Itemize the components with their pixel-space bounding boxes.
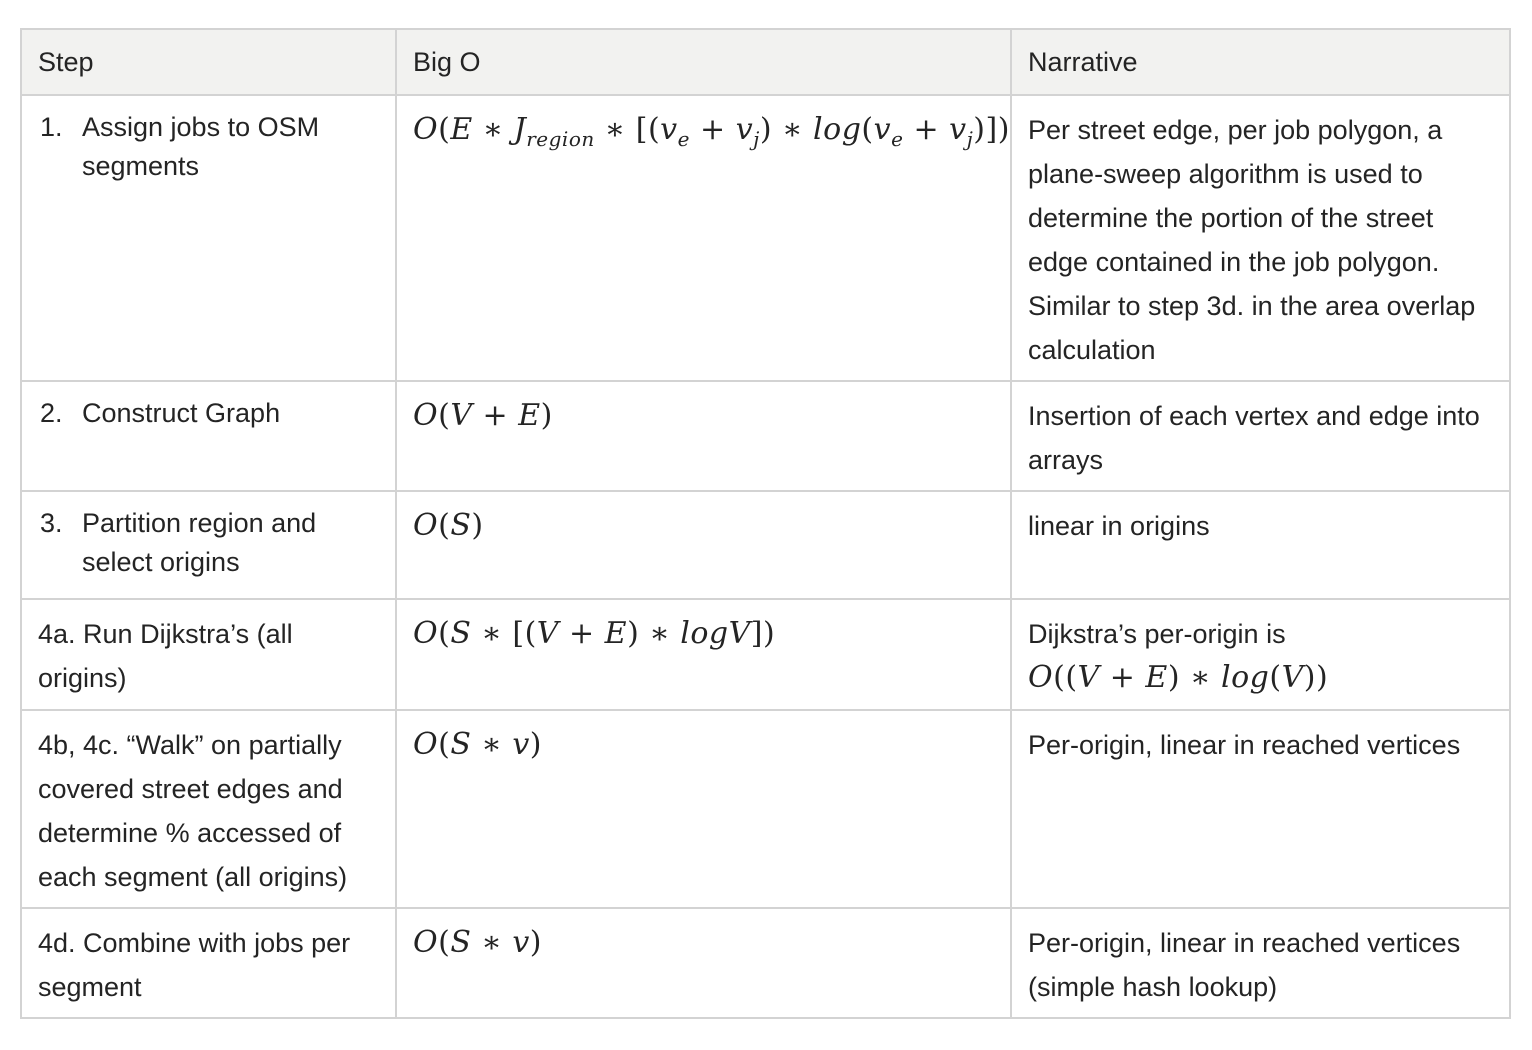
table-row	[21, 908, 1510, 1018]
step-text: Assign jobs to OSM segments	[82, 112, 320, 181]
narrative-cell	[1011, 599, 1510, 710]
big-o-cell	[396, 491, 1011, 599]
step-cell	[21, 491, 396, 599]
big-o-cell	[396, 95, 1011, 381]
table-row	[21, 95, 1510, 381]
step-cell: 4d. Combine with jobs per segment	[21, 908, 396, 1018]
big-o-formula: O(S)	[413, 508, 484, 543]
complexity-table	[20, 28, 1511, 1019]
column-header-big-o: Big O	[396, 29, 1011, 95]
big-o-cell	[396, 599, 1011, 710]
step-cell: 4a. Run Dijkstra’s (all origins)	[21, 599, 396, 710]
narrative-text: Dijkstra’s per-origin is	[1028, 619, 1286, 649]
table-header-row	[21, 29, 1510, 95]
step-cell	[21, 95, 396, 381]
big-o-formula: O(S ∗ [(V + E) ∗ logV])	[413, 616, 776, 651]
step-number: 3.	[40, 508, 63, 538]
step-text: Partition region and select origins	[82, 508, 317, 577]
big-o-formula: O(S ∗ v)	[413, 727, 543, 762]
big-o-cell	[396, 908, 1011, 1018]
narrative-cell: Insertion of each vertex and edge into arrays	[1011, 381, 1510, 491]
narrative-formula: O((V + E) ∗ log(V))	[1028, 660, 1329, 695]
table-row	[21, 491, 1510, 599]
step-text: Construct Graph	[82, 398, 281, 428]
column-header-narrative: Narrative	[1011, 29, 1510, 95]
table-row	[21, 599, 1510, 710]
big-o-formula: O(V + E)	[413, 398, 553, 433]
step-number: 2.	[40, 398, 63, 428]
narrative-cell: linear in origins	[1011, 491, 1510, 599]
narrative-cell: Per-origin, linear in reached vertices	[1011, 710, 1510, 908]
table-row	[21, 381, 1510, 491]
column-header-step: Step	[21, 29, 396, 95]
step-cell	[21, 381, 396, 491]
table-row	[21, 710, 1510, 908]
complexity-table-container	[20, 28, 1511, 1019]
big-o-formula: O(E ∗ $J_{region}$ ∗ [$(v_e + v_j)$ ∗ $\log(v_e + v_j)$])	[413, 112, 1010, 151]
big-o-formula: O(S ∗ v)	[413, 925, 543, 960]
step-cell: 4b, 4c. “Walk” on partially covered street edges and determine % accessed of each segment (all origins)	[21, 710, 396, 908]
big-o-cell	[396, 381, 1011, 491]
narrative-cell: Per-origin, linear in reached vertices (simple hash lookup)	[1011, 908, 1510, 1018]
narrative-cell: Per street edge, per job polygon, a plane-sweep algorithm is used to determine the portion of the street edge contained in the job polygon. Similar to step 3d. in the area overlap calculation	[1011, 95, 1510, 381]
big-o-cell	[396, 710, 1011, 908]
step-number: 1.	[40, 112, 63, 142]
